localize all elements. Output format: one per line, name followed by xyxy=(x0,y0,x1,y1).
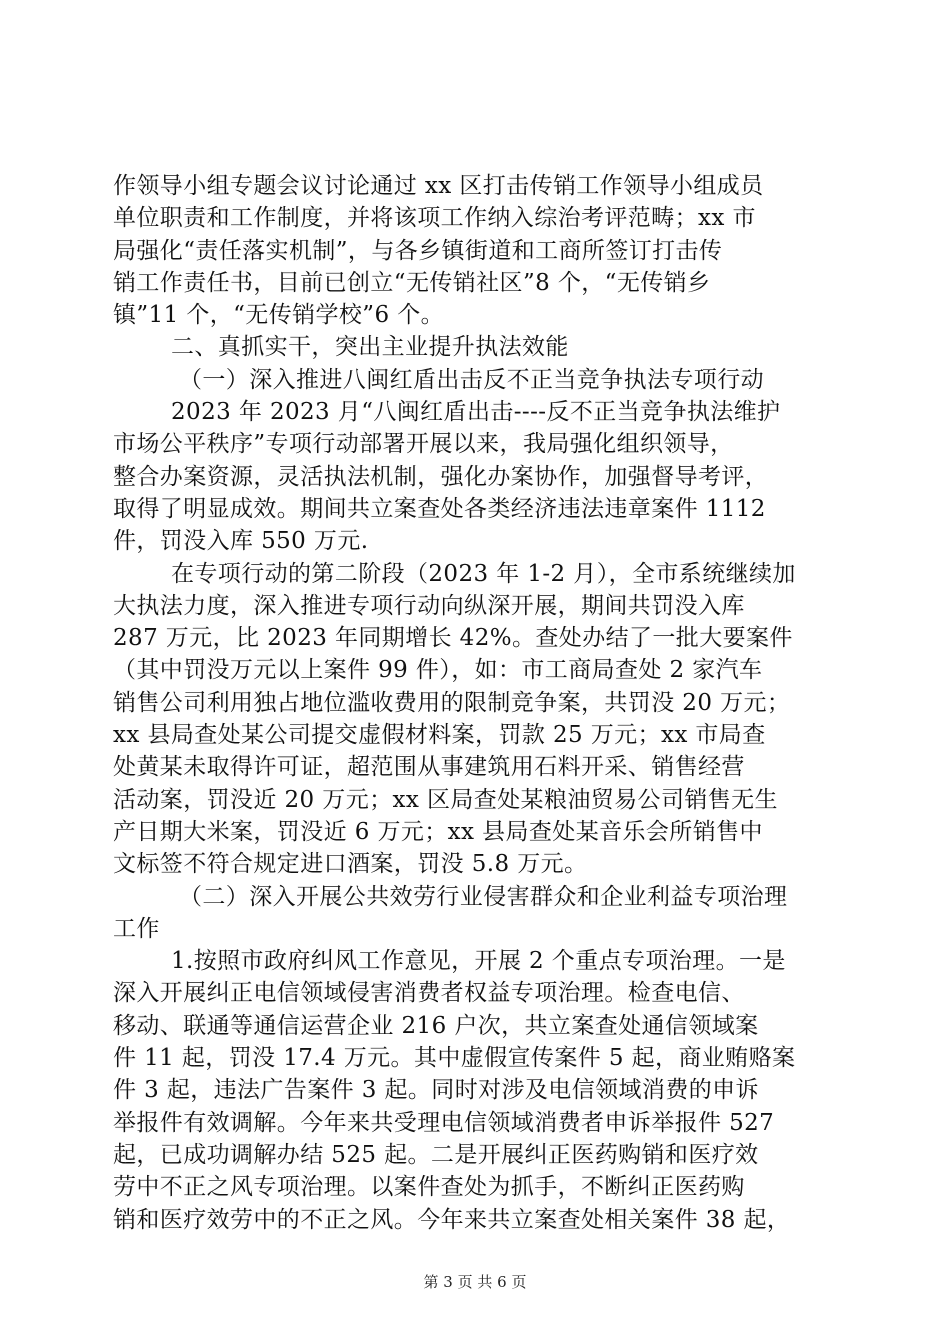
text-line: 大执法力度，深入推进专项行动向纵深开展，期间共罚没入库 xyxy=(113,592,745,619)
text-line: 劳中不正之风专项治理。以案件查处为抓手，不断纠正医药购 xyxy=(113,1174,745,1201)
text-line: 移动、联通等通信运营企业 216 户次，共立案查处通信领域案 xyxy=(113,1012,759,1039)
paragraph-first-line: 在专项行动的第二阶段（2023 年 1-2 月），全市系统继续加 xyxy=(171,560,796,587)
document-body xyxy=(113,170,843,1236)
text-line: 单位职责和工作制度，并将该项工作纳入综治考评范畴；xx 市 xyxy=(113,205,756,232)
text-line: 作领导小组专题会议讨论通过 xx 区打击传销工作领导小组成员 xyxy=(113,173,764,199)
text-line: 文标签不符合规定进口酒案，罚没 5.8 万元。 xyxy=(113,851,588,878)
paragraph-first-line: 2023 年 2023 月“八闽红盾出击----反不正当竞争执法维护 xyxy=(171,399,781,426)
text-line: 销和医疗效劳中的不正之风。今年来共立案查处相关案件 38 起， xyxy=(113,1206,791,1233)
text-line: （其中罚没万元以上案件 99 件），如：市工商局查处 2 家汽车 xyxy=(113,657,763,684)
text-line: 产日期大米案，罚没近 6 万元；xx 县局查处某音乐会所销售中 xyxy=(113,818,763,845)
text-line: 举报件有效调解。今年来共受理电信领域消费者申诉举报件 527 xyxy=(113,1109,775,1136)
text-line: 工作 xyxy=(113,915,160,942)
text-line: 件 3 起，违法广告案件 3 起。同时对涉及电信领域消费的申诉 xyxy=(113,1077,759,1104)
page-footer: 第 3 页 共 6 页 xyxy=(423,1273,527,1291)
subsection-heading: （二）深入开展公共效劳行业侵害群众和企业利益专项治理 xyxy=(179,883,788,910)
text-line: 镇”11 个，“无传销学校”6 个。 xyxy=(113,302,444,329)
text-line: 起，已成功调解办结 525 起。二是开展纠正医药购销和医疗效 xyxy=(113,1141,759,1168)
section-heading: 二、真抓实干，突出主业提升执法效能 xyxy=(171,334,569,361)
subsection-heading: （一）深入推进八闽红盾出击反不正当竞争执法专项行动 xyxy=(179,366,764,393)
text-line: 活动案，罚没近 20 万元；xx 区局查处某粮油贸易公司销售无生 xyxy=(113,786,778,813)
text-line: 销售公司利用独占地位滥收费用的限制竞争案，共罚没 20 万元； xyxy=(113,689,791,716)
text-line: 深入开展纠正电信领域侵害消费者权益专项治理。检查电信、 xyxy=(113,980,745,1007)
text-line: 市场公平秩序”专项行动部署开展以来，我局强化组织领导， xyxy=(113,431,734,458)
text-line: 件 11 起，罚没 17.4 万元。其中虚假宣传案件 5 起，商业贿赂案 xyxy=(113,1045,796,1072)
text-line: 整合办案资源，灵活执法机制，强化办案协作，加强督导考评， xyxy=(113,463,769,490)
text-line: 取得了明显成效。期间共立案查处各类经济违法违章案件 1112 xyxy=(113,495,766,522)
text-line: 件，罚没入库 550 万元. xyxy=(113,528,369,555)
text-line: 处黄某未取得许可证，超范围从事建筑用石料开采、销售经营 xyxy=(113,754,745,781)
text-line: 局强化“责任落实机制”，与各乡镇街道和工商所签订打击传 xyxy=(113,237,723,264)
text-line: xx 县局查处某公司提交虚假材料案，罚款 25 万元；xx 市局查 xyxy=(113,722,766,749)
paragraph-first-line: 1.按照市政府纠风工作意见，开展 2 个重点专项治理。一是 xyxy=(171,948,786,975)
text-line: 销工作责任书，目前已创立“无传销社区”8 个，“无传销乡 xyxy=(113,269,711,296)
text-line: 287 万元，比 2023 年同期增长 42%。查处办结了一批大要案件 xyxy=(113,625,793,652)
